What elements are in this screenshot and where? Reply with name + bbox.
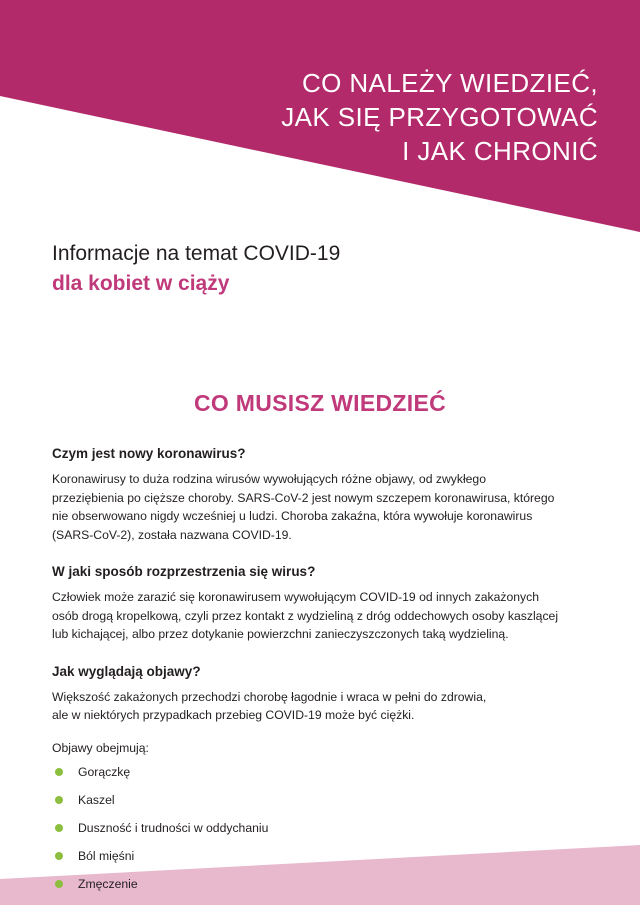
paragraph-what-is-coronavirus — [52, 470, 592, 544]
paragraph-line: przeziębienia po cięższe choroby. SARS-CoV-2 jest nowym szczepem koronawirusa, którego — [52, 490, 555, 505]
document-body — [52, 440, 592, 903]
symptoms-list — [52, 763, 592, 893]
list-item — [52, 847, 592, 865]
paragraph-line: Większość zakażonych przechodzi chorobę łagodnie i wraca w pełni do zdrowia, — [52, 689, 487, 704]
heading-how-virus-spreads: W jaki sposób rozprzestrzenia się wirus? — [52, 564, 316, 579]
subtitle-accent: dla kobiet w ciąży — [52, 272, 230, 295]
subtitle-block — [52, 240, 340, 298]
paragraph-line: lub kichającej, albo przez dotykanie powierzchni zanieczyszczonych taką wydzieliną. — [52, 627, 509, 641]
list-item-label: Ból mięśni — [78, 849, 135, 863]
page-title-line-2: JAK SIĘ PRZYGOTOWAĆ — [281, 102, 598, 132]
paragraph-line: Człowiek może zarazić się koronawirusem wywołującym COVID-19 od innych zakażonych — [52, 590, 540, 604]
bullet-dot-icon — [55, 768, 63, 776]
bullet-dot-icon — [55, 852, 63, 860]
paragraph-line: nie obserwowano nigdy wcześniej u ludzi. Choroba zakaźna, która wywołuje koronawirus — [52, 509, 533, 523]
paragraph-line: ale w niektórych przypadkach przebieg COVID-19 może być ciężki. — [52, 708, 415, 722]
paragraph-line: Koronawirusy to duża rodzina wirusów wywołujących różne objawy, od zwykłego — [52, 472, 486, 486]
bullet-dot-icon — [55, 880, 63, 888]
paragraph-how-virus-spreads — [52, 588, 592, 644]
page-title-line-3: I JAK CHRONIĆ — [402, 136, 598, 166]
subtitle-main: Informacje na temat COVID-19 — [52, 242, 341, 265]
page-title — [58, 66, 598, 168]
section-heading: CO MUSISZ WIEDZIEĆ — [193, 390, 446, 416]
symptoms-list-intro: Objawy obejmują: — [52, 740, 149, 755]
bullet-dot-icon — [55, 796, 63, 804]
heading-symptoms: Jak wyglądają objawy? — [52, 663, 201, 679]
paragraph-symptoms — [52, 688, 592, 725]
page-title-line-1: CO NALEŻY WIEDZIEĆ, — [301, 68, 598, 98]
list-item — [52, 875, 592, 893]
heading-what-is-coronavirus: Czym jest nowy koronawirus? — [52, 446, 246, 461]
list-item — [52, 763, 592, 781]
list-item-label: Zmęczenie — [78, 877, 138, 891]
paragraph-line: osób drogą kropelkową, czyli przez kontakt z wydzieliną z dróg oddechowych osoby kaszlącej — [52, 608, 559, 623]
list-item — [52, 791, 592, 809]
paragraph-line: (SARS-CoV-2), została nazwana COVID-19. — [52, 527, 292, 542]
list-item — [52, 819, 592, 837]
list-item-label: Gorączkę — [78, 765, 131, 779]
list-item-label: Duszność i trudności w oddychaniu — [78, 821, 269, 835]
list-item-label: Kaszel — [78, 793, 115, 807]
bullet-dot-icon — [55, 824, 63, 832]
